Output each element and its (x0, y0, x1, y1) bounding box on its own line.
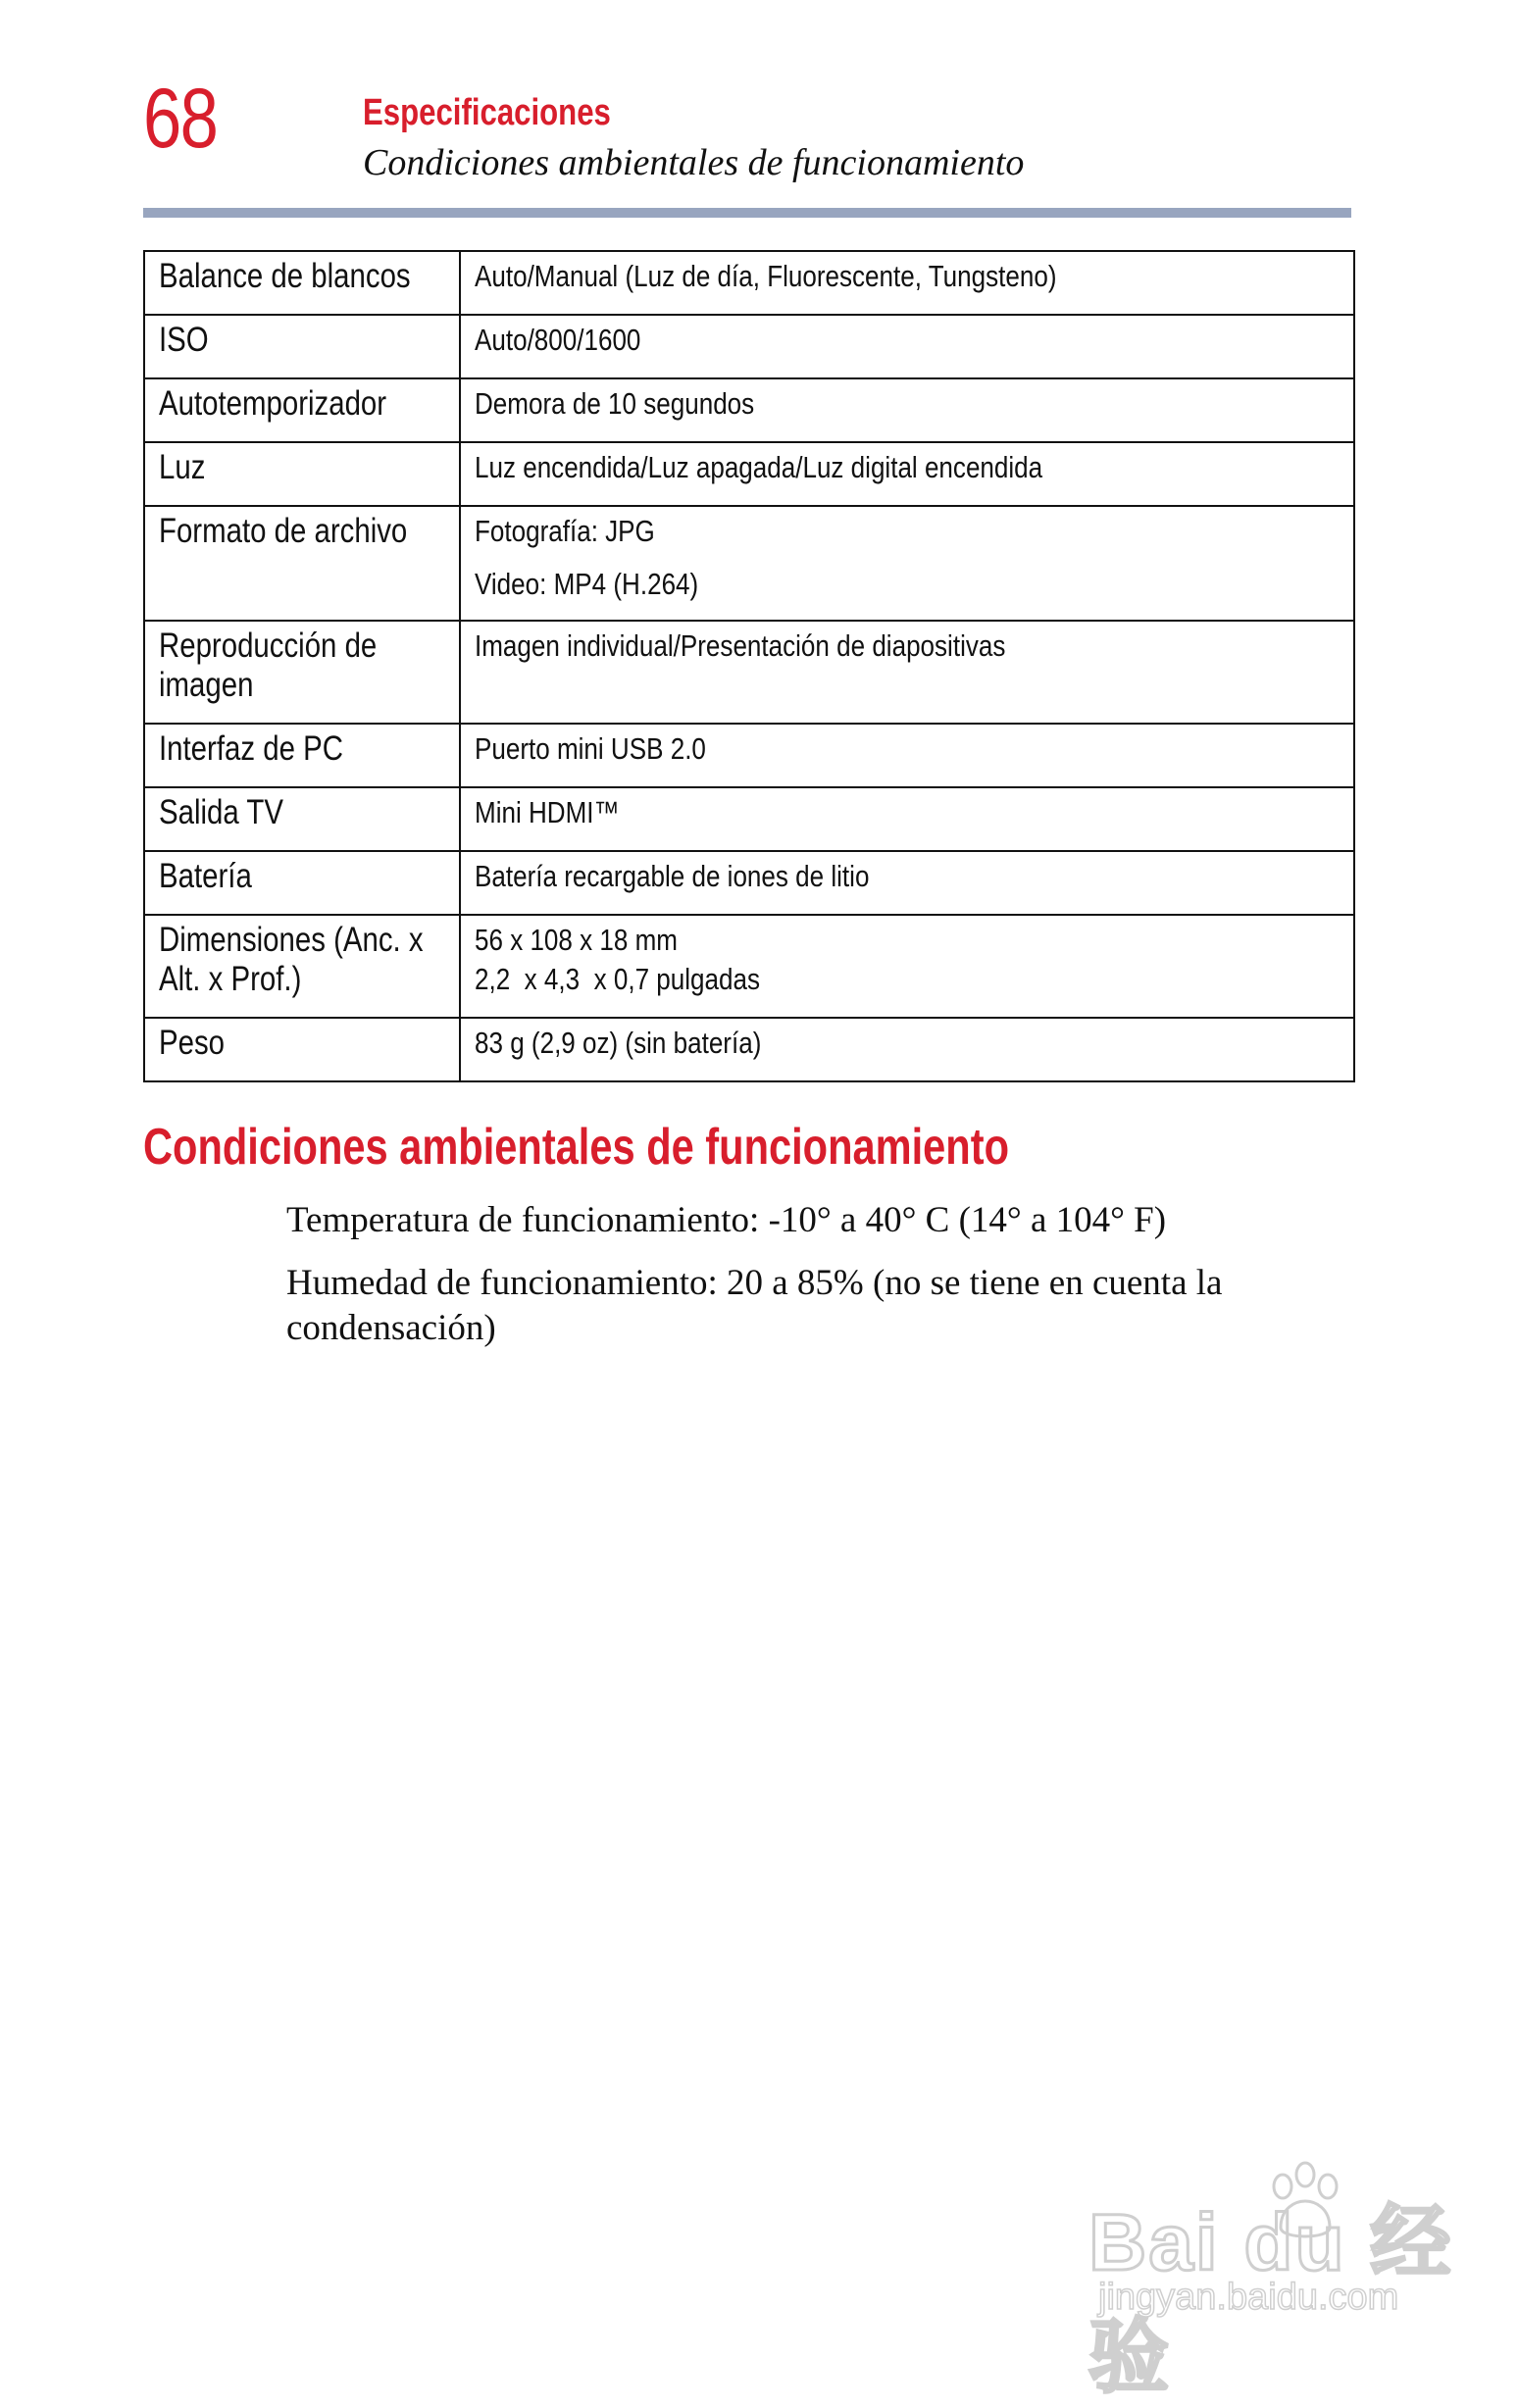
spec-row-tv-output (144, 787, 1354, 851)
spec-label: ISO (159, 321, 209, 359)
spec-row-light (144, 442, 1354, 506)
spec-row-pc-interface (144, 724, 1354, 787)
spec-row-dimensions (144, 915, 1354, 1018)
spec-row-weight (144, 1018, 1354, 1081)
spec-label: Balance de blancos (159, 257, 411, 295)
spec-label: Batería (159, 857, 252, 895)
spec-label: Salida TV (159, 793, 283, 831)
spec-row-self-timer (144, 378, 1354, 442)
baidu-watermark (1088, 2157, 1461, 2402)
spec-value: Imagen individual/Presentación de diapositivas (475, 628, 1006, 663)
spec-value-video: Video: MP4 (H.264) (475, 567, 699, 601)
spec-value: Auto/Manual (Luz de día, Fluorescente, Tungsteno) (475, 259, 1057, 293)
spec-value: Puerto mini USB 2.0 (475, 731, 706, 766)
header-rule (143, 208, 1351, 218)
operating-temperature: Temperatura de funcionamiento: -10° a 40° C (14° a 104° F) (286, 1200, 1167, 1240)
spec-label: Peso (159, 1024, 226, 1062)
spec-value: Mini HDMI™ (475, 795, 620, 829)
page-number: 68 (143, 72, 218, 166)
watermark-url: jingyan.baidu.com (1098, 2277, 1399, 2318)
section-subtitle: Condiciones ambientales de funcionamiento (363, 142, 1025, 183)
chapter-title: Especificaciones (363, 92, 611, 133)
spec-value: Auto/800/1600 (475, 323, 641, 357)
spec-value-inches: 2,2 x 4,3 x 0,7 pulgadas (475, 962, 760, 996)
spec-label: Dimensiones (Anc. x Alt. x Prof.) (159, 921, 424, 998)
specifications-table (143, 250, 1355, 1082)
spec-label: Luz (159, 448, 206, 486)
spec-label: Autotemporizador (159, 384, 387, 423)
spec-row-playback (144, 621, 1354, 724)
spec-row-white-balance (144, 251, 1354, 315)
spec-label: Reproducción de imagen (159, 627, 378, 704)
spec-value: 83 g (2,9 oz) (sin batería) (475, 1026, 762, 1060)
spec-value-photo: Fotografía: JPG (475, 514, 655, 548)
spec-label: Formato de archivo (159, 512, 408, 550)
spec-value-mm: 56 x 108 x 18 mm (475, 923, 678, 957)
spec-row-iso (144, 315, 1354, 378)
spec-value: Luz encendida/Luz apagada/Luz digital encendida (475, 450, 1043, 484)
spec-value: Demora de 10 segundos (475, 386, 755, 421)
watermark-logo: Bai du 经验 (1088, 2198, 1453, 2402)
spec-label: Interfaz de PC (159, 729, 343, 768)
spec-value: Batería recargable de iones de litio (475, 859, 870, 893)
spec-row-file-format (144, 506, 1354, 621)
operating-humidity: Humedad de funcionamiento: 20 a 85% (no se tiene en cuenta la condensación) (286, 1263, 1223, 1348)
spec-row-battery (144, 851, 1354, 915)
environment-heading: Condiciones ambientales de funcionamiento (143, 1119, 1009, 1176)
